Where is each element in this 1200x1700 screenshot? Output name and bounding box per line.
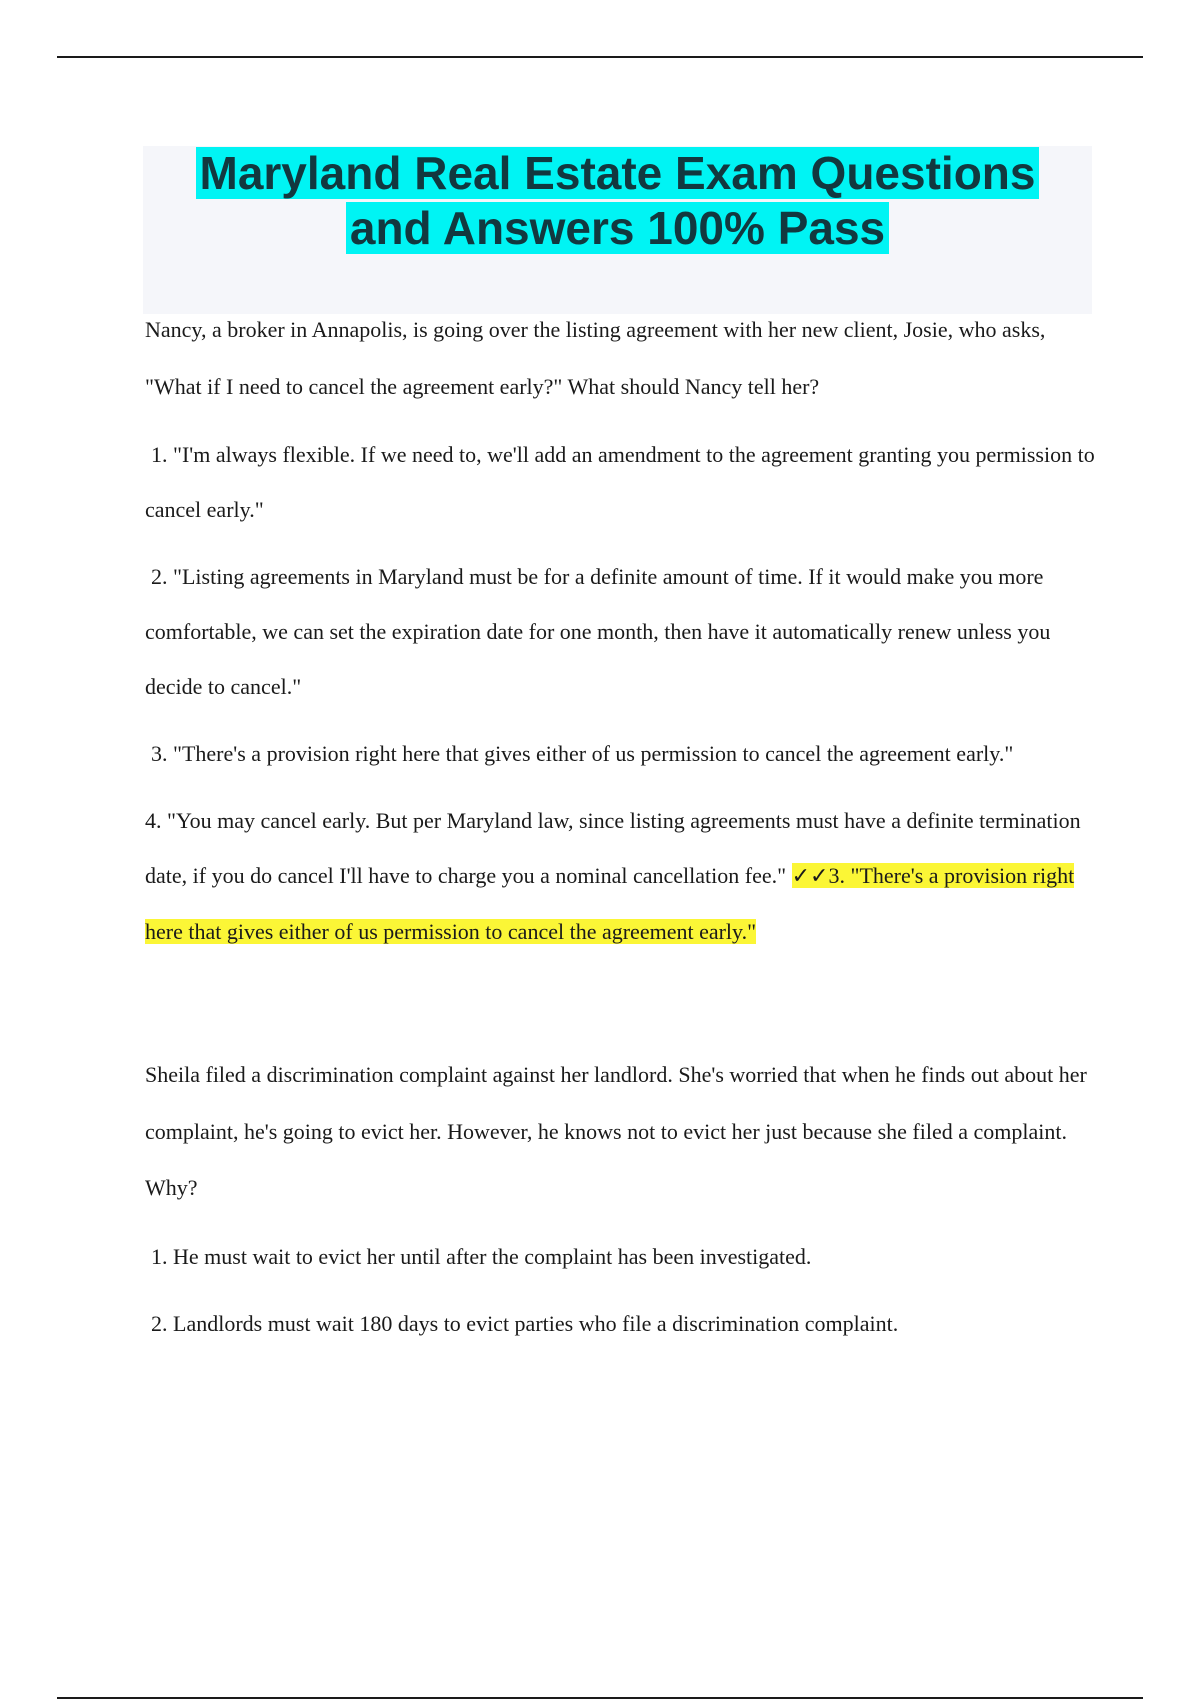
answer-option-1	[145, 427, 1095, 537]
document-body	[145, 302, 1095, 1351]
option-text: Landlords must wait 180 days to evict parties who file a discrimination complaint.	[173, 1310, 899, 1336]
title-banner	[143, 146, 1092, 314]
option-number: 4.	[145, 808, 162, 833]
option-number: 3.	[151, 741, 168, 766]
question-stem: Sheila filed a discrimination complaint against her landlord. She's worried that when he finds out about her complaint, he's going to evict her. However, he knows not to evict her just because she filed a complaint. Why?	[145, 1062, 1087, 1200]
footer-rule	[57, 1697, 1143, 1699]
header-rule	[57, 56, 1143, 58]
option-text: "You may cancel early. But per Maryland law, since listing agreements must have a definite termination date, if you do cancel I'll have to charge you a nominal cancellation fee."	[145, 808, 1081, 888]
option-number: 1.	[151, 1243, 168, 1269]
question-separator	[145, 959, 1095, 1047]
answer-option-3	[145, 726, 1095, 781]
answer-option-2	[145, 1296, 1095, 1351]
option-number: 1.	[151, 442, 168, 467]
option-text: He must wait to evict her until after the complaint has been investigated.	[173, 1243, 812, 1269]
title-line-1: Maryland Real Estate Exam Questions	[196, 147, 1040, 199]
question-block-1	[145, 302, 1095, 959]
answer-option-2	[145, 549, 1095, 714]
answer-option-1	[145, 1229, 1095, 1284]
option-number: 2.	[151, 564, 168, 589]
question-block-2	[145, 1047, 1095, 1351]
correct-answer-text: 3. "There's a provision right here that gives either of us permission to cancel the agreement early."	[145, 863, 1075, 944]
option-text: "I'm always flexible. If we need to, we'll add an amendment to the agreement granting you permission to cancel early."	[145, 442, 1095, 522]
option-text: "Listing agreements in Maryland must be for a definite amount of time. If it would make you more comfortable, we can set the expiration date for one month, then have it automatically renew unless you decide to cancel."	[145, 564, 1051, 699]
option-text: "There's a provision right here that gives either of us permission to cancel the agreement early."	[173, 741, 1014, 766]
option-number: 2.	[151, 1310, 168, 1336]
answer-option-4	[145, 793, 1095, 959]
question-stem: Nancy, a broker in Annapolis, is going over the listing agreement with her new client, Josie, who asks, "What if I need to cancel the agreement early?" What should Nancy tell her?	[145, 317, 1046, 399]
document-title	[143, 146, 1092, 256]
double-check-icon: ✓✓	[791, 864, 829, 889]
title-line-2: and Answers 100% Pass	[346, 202, 889, 254]
